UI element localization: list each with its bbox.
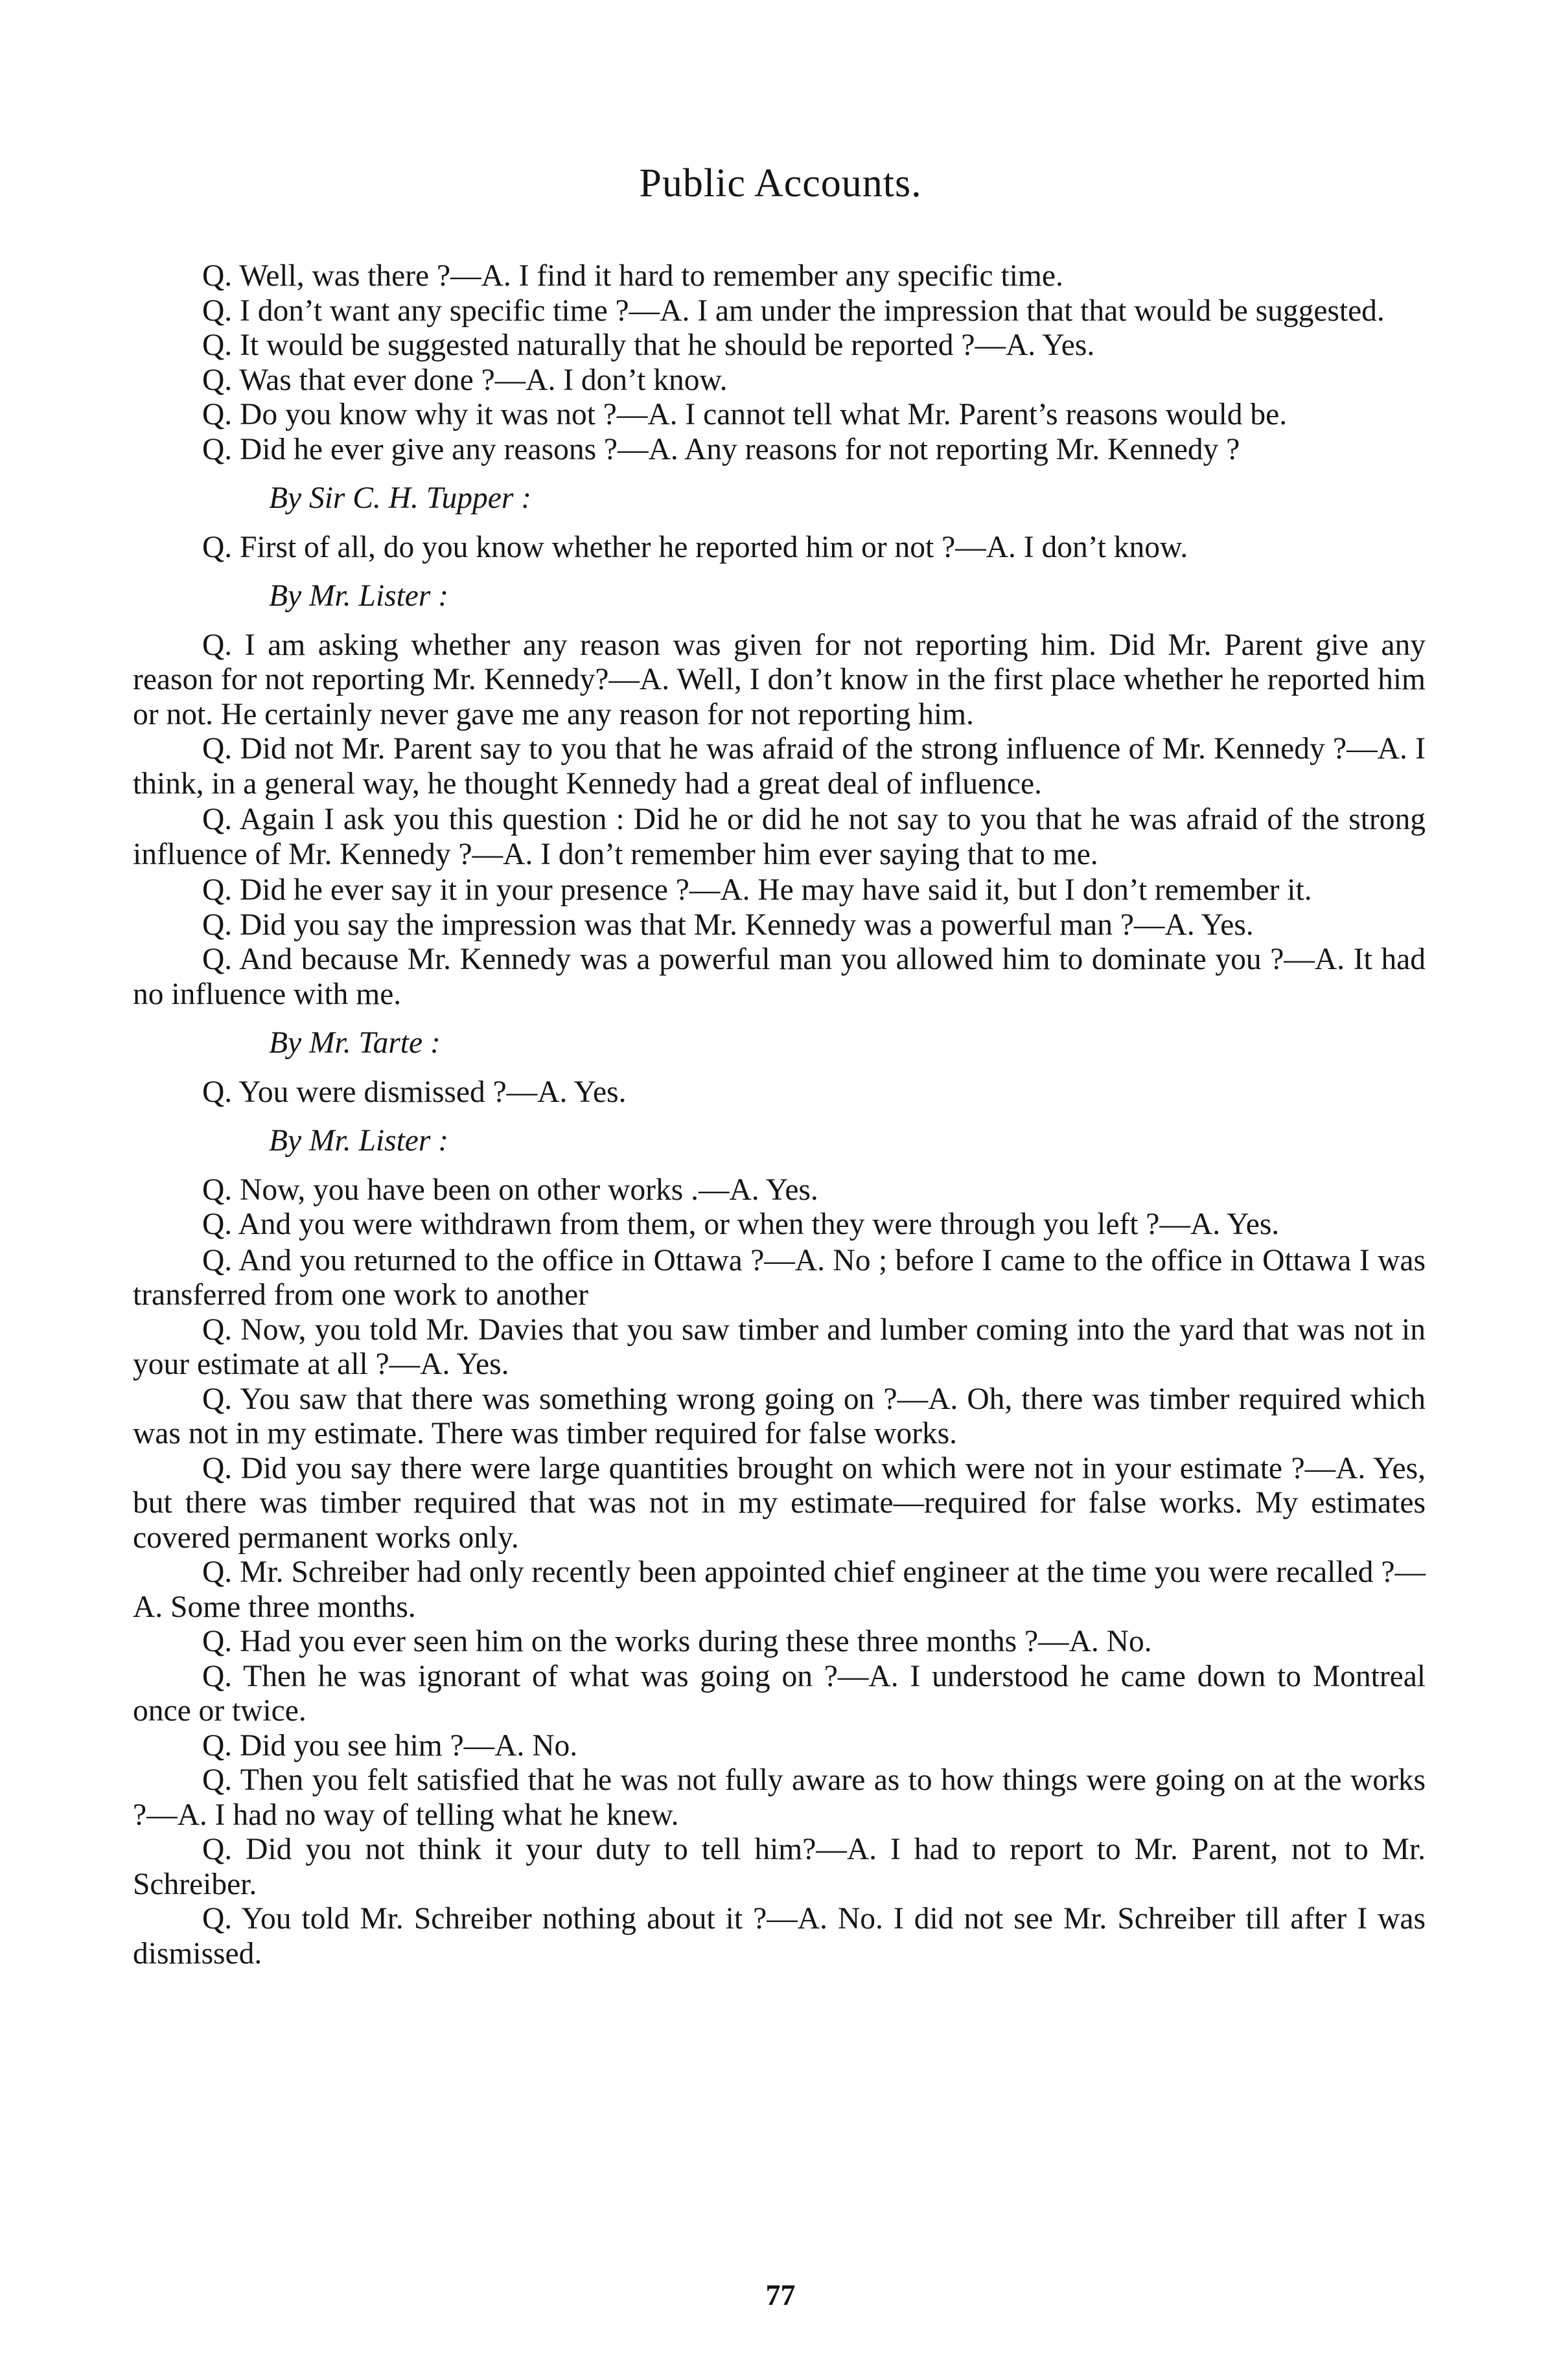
testimony-paragraph: Q. First of all, do you know whether he reported him or not ?—A. I don’t know. (202, 530, 1188, 564)
testimony-paragraph: Q. You were dismissed ?—A. Yes. (202, 1075, 627, 1109)
testimony-paragraph: Q. It would be suggested naturally that he should be reported ?—A. Yes. (202, 328, 1095, 362)
testimony-paragraph: Q. And because Mr. Kennedy was a powerful man you allowed him to dominate you ?—A. It had no influence with me. (133, 943, 1426, 1011)
speaker-heading: By Mr. Tarte : (269, 1026, 441, 1060)
testimony-paragraph: Q. You saw that there was something wrong going on ?—A. Oh, there was timber required which was not in my estimate. There was timber required for false works. (133, 1382, 1426, 1450)
testimony-paragraph: Q. Did you not think it your duty to tell him?—A. I had to report to Mr. Parent, not to Mr. Schreiber. (133, 1833, 1426, 1901)
testimony-paragraph: Q. You told Mr. Schreiber nothing about it ?—A. No. I did not see Mr. Schreiber till after I was dismissed. (133, 1902, 1426, 1971)
testimony-paragraph: Q. Mr. Schreiber had only recently been appointed chief engineer at the time you were recalled ?—A. Some three months. (133, 1555, 1426, 1624)
speaker-heading: By Sir C. H. Tupper : (269, 481, 532, 515)
testimony-paragraph: Q. Did he ever say it in your presence ?—A. He may have said it, but I don’t remember it. (202, 873, 1312, 907)
testimony-paragraph: Q. Did you say there were large quantities brought on which were not in your estimate ?—A. Yes, but there was timber required that was not in my estimate—required for false works. My estimates covered permanent works only. (133, 1451, 1426, 1555)
testimony-paragraph: Q. Did not Mr. Parent say to you that he was afraid of the strong influence of Mr. Kennedy ?—A. I think, in a general way, he thought Kennedy had a great deal of influence. (133, 732, 1426, 801)
testimony-paragraph: Q. Do you know why it was not ?—A. I cannot tell what Mr. Parent’s reasons would be. (202, 398, 1288, 431)
testimony-paragraph: Q. I don’t want any specific time ?—A. I am under the impression that that would be suggested. (202, 293, 1385, 328)
testimony-paragraph: Q. I am asking whether any reason was given for not reporting him. Did Mr. Parent give any reason for not reporting Mr. Kennedy?—A. Well, I don’t know in the first place whether he reported him or not. He certainly never gave me any reason for not reporting him. (133, 628, 1426, 731)
speaker-heading: By Mr. Lister : (269, 579, 449, 613)
testimony-paragraph: Q. And you returned to the office in Ottawa ?—A. No ; before I came to the office in Ottawa I was transferred from one work to another (133, 1243, 1426, 1312)
testimony-paragraph: Q. Did you see him ?—A. No. (202, 1728, 578, 1763)
testimony-paragraph: Q. Did he ever give any reasons ?—A. Any reasons for not reporting Mr. Kennedy ? (202, 432, 1240, 466)
page-title: Public Accounts. (639, 161, 922, 205)
testimony-paragraph: Q. Again I ask you this question : Did he or did he not say to you that he was afraid of the strong influence of Mr. Kennedy ?—A. I don’t remember him ever saying that to me. (133, 803, 1426, 871)
testimony-paragraph: Q. Now, you have been on other works .—A. Yes. (202, 1173, 818, 1207)
testimony-paragraph: Q. Had you ever seen him on the works during these three months ?—A. No. (202, 1625, 1152, 1658)
testimony-paragraph: Q. And you were withdrawn from them, or when they were through you left ?—A. Yes. (202, 1207, 1280, 1241)
page-number: 77 (765, 2278, 796, 2311)
testimony-paragraph: Q. Was that ever done ?—A. I don’t know. (202, 363, 728, 397)
testimony-body (133, 259, 1426, 1971)
speaker-heading: By Mr. Lister : (269, 1124, 449, 1158)
testimony-paragraph: Q. Then he was ignorant of what was going on ?—A. I understood he came down to Montreal once or twice. (133, 1659, 1426, 1728)
testimony-paragraph: Q. Well, was there ?—A. I find it hard to remember any specific time. (202, 259, 1063, 293)
testimony-paragraph: Q. Then you felt satisfied that he was not fully aware as to how things were going on at the works ?—A. I had no way of telling what he knew. (133, 1763, 1426, 1832)
testimony-paragraph: Q. Now, you told Mr. Davies that you saw timber and lumber coming into the yard that was not in your estimate at all ?—A. Yes. (133, 1312, 1426, 1381)
testimony-paragraph: Q. Did you say the impression was that Mr. Kennedy was a powerful man ?—A. Yes. (202, 908, 1254, 942)
